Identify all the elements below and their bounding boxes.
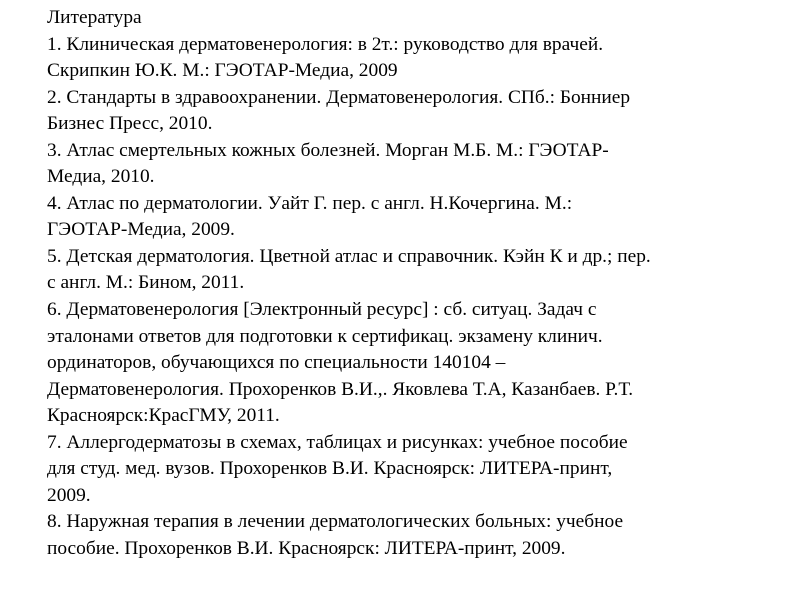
reference-7-line-3: 2009.: [47, 484, 91, 506]
reference-5-line-2: с англ. М.: Бином, 2011.: [47, 272, 245, 294]
reference-3-line-1: 3. Атлас смертельных кожных болезней. Морган М.Б. М.: ГЭОТАР-: [47, 139, 609, 161]
reference-8-line-2: пособие. Прохоренков В.И. Красноярск: ЛИТЕРА-принт, 2009.: [47, 537, 566, 559]
reference-6-line-5: Красноярск:КрасГМУ, 2011.: [47, 405, 280, 427]
reference-7-line-2: для студ. мед. вузов. Прохоренков В.И. Красноярск: ЛИТЕРА-принт,: [47, 458, 613, 480]
slide-text-block: [47, 5, 767, 562]
reference-7-line-1: 7. Аллергодерматозы в схемах, таблицах и рисунках: учебное пособие: [47, 431, 628, 453]
reference-4-line-1: 4. Атлас по дерматологии. Уайт Г. пер. с англ. Н.Кочергина. М.:: [47, 192, 573, 214]
reference-3-line-2: Медиа, 2010.: [47, 166, 155, 188]
reference-8-line-1: 8. Наружная терапия в лечении дерматологических больных: учебное: [47, 511, 624, 533]
reference-1-line-1: 1. Клиническая дерматовенерология: в 2т.: руководство для врачей.: [47, 33, 604, 55]
heading: Литература: [47, 7, 142, 28]
reference-2-line-1: 2. Стандарты в здравоохранении. Дерматовенерология. СПб.: Бонниер: [47, 86, 631, 108]
reference-6-line-1: 6. Дерматовенерология [Электронный ресурс] : сб. ситуац. Задач с: [47, 299, 597, 321]
reference-2-line-2: Бизнес Пресс, 2010.: [47, 113, 213, 135]
reference-5-line-1: 5. Детская дерматология. Цветной атлас и справочник. Кэйн К и др.; пер.: [47, 245, 651, 267]
reference-6-line-2: эталонами ответов для подготовки к сертификац. экзамену клинич.: [47, 325, 603, 347]
reference-6-line-3: ординаторов, обучающихся по специальности 140104 –: [47, 352, 506, 374]
reference-4-line-2: ГЭОТАР-Медиа, 2009.: [47, 219, 235, 241]
reference-1-line-2: Скрипкин Ю.К. М.: ГЭОТАР-Медиа, 2009: [47, 60, 398, 82]
reference-6-line-4: Дерматовенерология. Прохоренков В.И.,. Яковлева Т.А, Казанбаев. Р.Т.: [47, 378, 634, 400]
